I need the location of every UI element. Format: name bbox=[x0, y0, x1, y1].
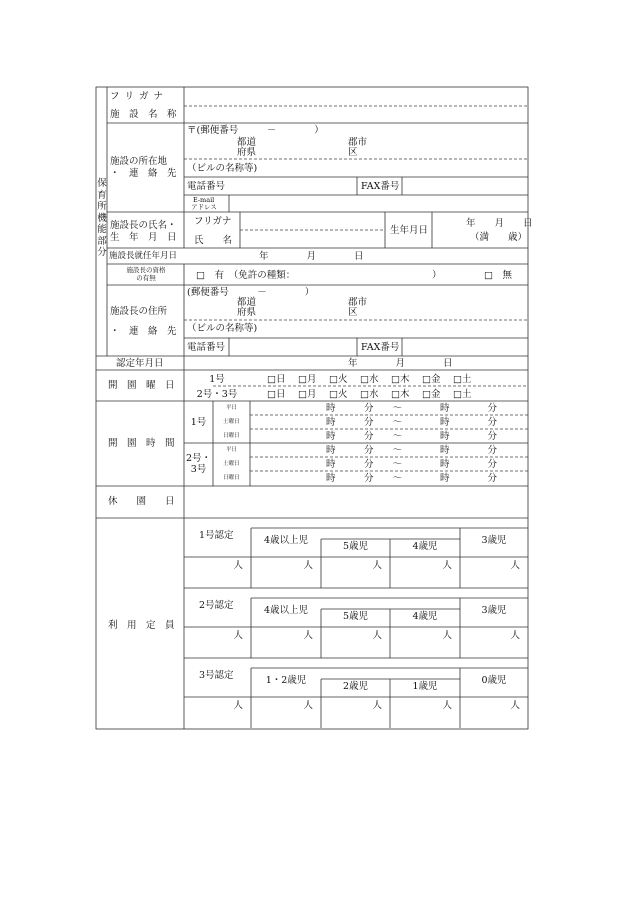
address-prefecture-top: 都道 bbox=[237, 137, 257, 148]
capacity-unit: 人 bbox=[233, 560, 243, 571]
director-birth-ymd: 年 月 日 bbox=[466, 218, 533, 229]
oh-day-1-3: 日曜日 bbox=[223, 433, 240, 439]
address-city-top: 郡市 bbox=[348, 137, 368, 148]
capacity-col1-2: 4歳以上児 bbox=[263, 605, 309, 616]
director-city-top: 郡市 bbox=[348, 297, 368, 308]
oh-hours-2-3: 時 分 ～ 時 分 bbox=[326, 473, 498, 484]
director-label-2: 生 年 月 日 bbox=[110, 232, 177, 243]
open-hours-type-2: 2号・ bbox=[185, 453, 212, 464]
open-hours-type-2-line2: 3号 bbox=[190, 464, 207, 475]
address-label-2: ・ 連 絡 先 bbox=[110, 168, 177, 179]
address-fax-label: FAX番号 bbox=[361, 181, 400, 192]
capacity-col2-2: 5歳児 bbox=[342, 611, 369, 622]
open-days-label: 開 園 曜 日 bbox=[108, 380, 175, 391]
director-age: （満 歳） bbox=[470, 232, 528, 243]
oh-day-1-2: 土曜日 bbox=[223, 419, 240, 425]
address-postal: 〒(郵便番号 － ） bbox=[187, 125, 324, 136]
capacity-unit: 人 bbox=[303, 700, 313, 711]
open-days-type-1: 1号 bbox=[209, 374, 225, 385]
capacity-unit: 人 bbox=[442, 700, 452, 711]
director-label: 施設長の氏名・ bbox=[110, 220, 177, 231]
director-appointed-label: 施設長就任年月日 bbox=[109, 251, 178, 261]
oh-hours-1-3: 時 分 ～ 時 分 bbox=[326, 431, 498, 442]
director-furigana: フリガナ bbox=[194, 216, 232, 227]
capacity-col2-1: 5歳児 bbox=[342, 541, 369, 552]
capacity-unit: 人 bbox=[510, 560, 520, 571]
director-qual-close: ） bbox=[432, 270, 442, 281]
director-city-bottom: 区 bbox=[348, 307, 358, 318]
capacity-type-1: 1号認定 bbox=[199, 530, 234, 541]
capacity-unit: 人 bbox=[442, 560, 452, 571]
director-phone-label: 電話番号 bbox=[187, 342, 226, 353]
director-address-label: 施設長の住所 bbox=[110, 306, 168, 317]
capacity-col2-3: 2歳児 bbox=[342, 681, 369, 692]
approval-label: 認定年月日 bbox=[116, 358, 164, 369]
capacity-unit: 人 bbox=[442, 630, 452, 641]
oh-hours-1-1: 時 分 ～ 時 分 bbox=[326, 403, 498, 414]
director-postal: (郵便番号 － ） bbox=[187, 287, 315, 298]
address-email-label: E-mail bbox=[193, 196, 215, 204]
capacity-unit: 人 bbox=[303, 560, 313, 571]
capacity-unit: 人 bbox=[372, 630, 382, 641]
open-days-type-2: 2号・3号 bbox=[196, 389, 238, 400]
capacity-type-2: 2号認定 bbox=[199, 600, 234, 611]
facility-furigana-label: フ リ ガ ナ bbox=[110, 91, 165, 102]
open-hours-type-1: 1号 bbox=[190, 417, 207, 428]
capacity-col3-2: 4歳児 bbox=[412, 611, 438, 622]
open-hours-label: 開 園 時 間 bbox=[108, 438, 175, 449]
director-qual-no: □ 無 bbox=[484, 270, 512, 281]
capacity-col4-2: 3歳児 bbox=[481, 605, 507, 616]
director-address-label-2: ・ 連 絡 先 bbox=[110, 326, 177, 337]
open-days-row-2: □日 □月 □火 □水 □木 □金 □土 bbox=[267, 389, 472, 400]
open-days-row-1: □日 □月 □火 □水 □木 □金 □土 bbox=[267, 374, 472, 385]
capacity-unit: 人 bbox=[372, 700, 382, 711]
capacity-col4-3: 0歳児 bbox=[481, 675, 507, 686]
director-qual-yes: □ 有 （免許の種類： bbox=[196, 270, 296, 281]
address-city-bottom: 区 bbox=[348, 147, 358, 158]
holidays-label: 休 園 日 bbox=[108, 496, 175, 507]
facility-name-label: 施 設 名 称 bbox=[110, 109, 177, 120]
address-building: （ビルの名称等) bbox=[187, 163, 258, 174]
capacity-unit: 人 bbox=[303, 630, 313, 641]
oh-day-1-1: 平日 bbox=[226, 405, 238, 411]
director-fax-label: FAX番号 bbox=[361, 342, 400, 353]
capacity-unit: 人 bbox=[372, 560, 382, 571]
oh-hours-2-1: 時 分 ～ 時 分 bbox=[326, 445, 498, 456]
oh-day-2-3: 日曜日 bbox=[223, 475, 240, 481]
oh-hours-2-2: 時 分 ～ 時 分 bbox=[326, 459, 498, 470]
oh-day-2-2: 土曜日 bbox=[223, 461, 240, 467]
capacity-unit: 人 bbox=[233, 630, 243, 641]
capacity-unit: 人 bbox=[233, 700, 243, 711]
address-phone-label: 電話番号 bbox=[187, 181, 226, 192]
oh-hours-1-2: 時 分 ～ 時 分 bbox=[326, 417, 498, 428]
capacity-col4-1: 3歳児 bbox=[481, 535, 507, 546]
director-building: （ビルの名称等) bbox=[187, 323, 258, 334]
capacity-unit: 人 bbox=[510, 700, 520, 711]
capacity-unit: 人 bbox=[510, 630, 520, 641]
director-qual-label: 施設長の資格 bbox=[126, 266, 166, 274]
address-label: 施設の所在地 bbox=[110, 156, 168, 167]
approval-value: 年 月 日 bbox=[348, 358, 453, 369]
director-appointed-value: 年 月 日 bbox=[259, 251, 364, 262]
director-prefecture-bottom: 府県 bbox=[237, 307, 257, 318]
director-qual-label-2: の有無 bbox=[136, 274, 156, 282]
director-prefecture-top: 都道 bbox=[237, 297, 257, 308]
director-name: 氏 名 bbox=[194, 235, 233, 246]
oh-day-2-1: 平日 bbox=[226, 447, 238, 453]
capacity-col1-1: 4歳以上児 bbox=[263, 535, 309, 546]
address-prefecture-bottom: 府県 bbox=[237, 147, 257, 158]
capacity-label: 利 用 定 員 bbox=[108, 620, 175, 631]
capacity-col3-1: 4歳児 bbox=[412, 541, 438, 552]
director-birth-label: 生年月日 bbox=[390, 225, 429, 236]
address-email-label-2: アドレス bbox=[191, 203, 217, 211]
capacity-col3-3: 1歳児 bbox=[412, 681, 438, 692]
capacity-col1-3: 1・2歳児 bbox=[265, 675, 307, 686]
capacity-type-3: 3号認定 bbox=[199, 670, 234, 681]
section-label: 保 育 所 機 能 部 分 bbox=[97, 178, 107, 258]
